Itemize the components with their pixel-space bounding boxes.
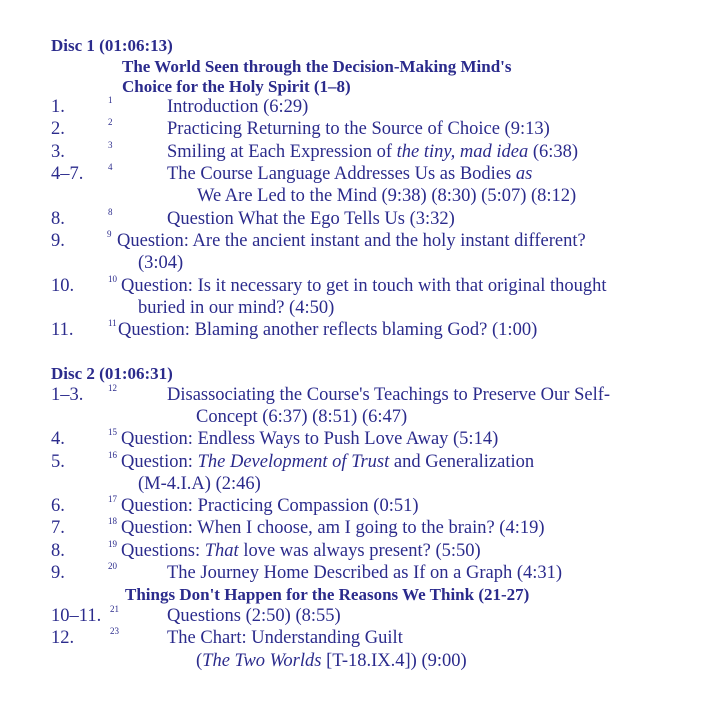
track-title: The Chart: Understanding Guilt [167,628,403,648]
track-title-italic: The Development of Trust [197,452,390,472]
track-title-part: Question: [121,452,198,472]
track-title-part: Questions: [121,541,205,561]
track-index: 18 [108,516,117,526]
track-title: Question: Is it necessary to get in touch with that original thought [121,276,607,296]
track-index: 3 [108,140,113,150]
track-title-italic: That [204,541,239,561]
track-index: 4 [108,162,113,172]
track-number: 2. [51,119,65,139]
track-title-continuation [196,650,467,672]
track-title: Question: Are the ancient instant and the holy instant different? [117,231,586,251]
track-title-continuation: buried in our mind? (4:50) [138,298,335,318]
track-title-part: ( [196,651,203,671]
track-title-continuation: Concept (6:37) (8:51) (6:47) [196,407,408,427]
track-title-part: (6:38) [528,142,579,162]
track-title-part: love was always present? (5:50) [238,541,481,561]
track-index: 21 [110,604,119,614]
track-number: 7. [51,518,65,538]
track-title: Introduction (6:29) [167,97,309,117]
track-title-continuation: (M-4.I.A) (2:46) [138,474,261,494]
track-number: 10–11. [51,606,102,626]
track-title: Question: Practicing Compassion (0:51) [121,496,419,516]
track-title-italic: as [515,164,533,184]
track-index: 17 [108,494,117,504]
track-number: 1. [51,97,65,117]
track-index: 15 [108,427,117,437]
track-title [167,141,578,163]
track-index: 10 [108,274,117,284]
track-index: 20 [108,561,117,571]
track-title [121,540,481,562]
track-index: 9 [107,229,112,239]
track-number: 4. [51,429,65,449]
track-title: Questions (2:50) (8:55) [167,606,341,626]
track-title: Question: Endless Ways to Push Love Away (5:14) [121,429,499,449]
track-title [167,163,532,185]
track-title [121,451,534,473]
track-index: 1 [108,95,113,105]
track-number: 9. [51,231,65,251]
track-index: 11 [108,318,117,328]
track-title: The Journey Home Described as If on a Graph (4:31) [167,563,563,583]
disc-1-section-title-line-1: The World Seen through the Decision-Making Mind's [122,57,512,76]
track-number: 9. [51,563,65,583]
track-title: Question What the Ego Tells Us (3:32) [167,209,455,229]
track-title-italic: the tiny, mad idea [396,142,529,162]
track-number: 5. [51,452,65,472]
track-title: Disassociating the Course's Teachings to Preserve Our Self- [167,385,611,405]
track-title-part: Smiling at Each Expression of [167,142,397,162]
track-title: Question: Blaming another reflects blaming God? (1:00) [118,320,538,340]
track-number: 6. [51,496,65,516]
track-title-italic: The Two Worlds [202,651,322,671]
track-title-continuation: We Are Led to the Mind (9:38) (8:30) (5:07) (8:12) [197,186,577,206]
track-title-part: The Course Language Addresses Us as Bodies [167,164,516,184]
disc-2-heading: Disc 2 (01:06:31) [51,364,173,383]
track-number: 4–7. [51,164,84,184]
disc-1-heading: Disc 1 (01:06:13) [51,36,173,55]
track-index: 2 [108,117,113,127]
track-number: 11. [51,320,74,340]
disc-2-section-title: Things Don't Happen for the Reasons We Think (21-27) [125,585,530,604]
track-number: 12. [51,628,75,648]
track-index: 19 [108,539,117,549]
track-title-part: [T-18.IX.4]) (9:00) [321,651,467,671]
track-title: Practicing Returning to the Source of Choice (9:13) [167,119,550,139]
track-number: 8. [51,209,65,229]
disc-1-section-title-line-2: Choice for the Holy Spirit (1–8) [122,77,351,96]
track-index: 16 [108,450,117,460]
track-number: 10. [51,276,75,296]
track-index: 12 [108,383,117,393]
track-index: 23 [110,626,119,636]
track-index: 8 [108,207,113,217]
track-number: 1–3. [51,385,84,405]
track-title-part: and Generalization [389,452,535,472]
track-title: Question: When I choose, am I going to the brain? (4:19) [121,518,545,538]
track-number: 3. [51,142,65,162]
track-number: 8. [51,541,65,561]
track-title-continuation: (3:04) [138,253,184,273]
